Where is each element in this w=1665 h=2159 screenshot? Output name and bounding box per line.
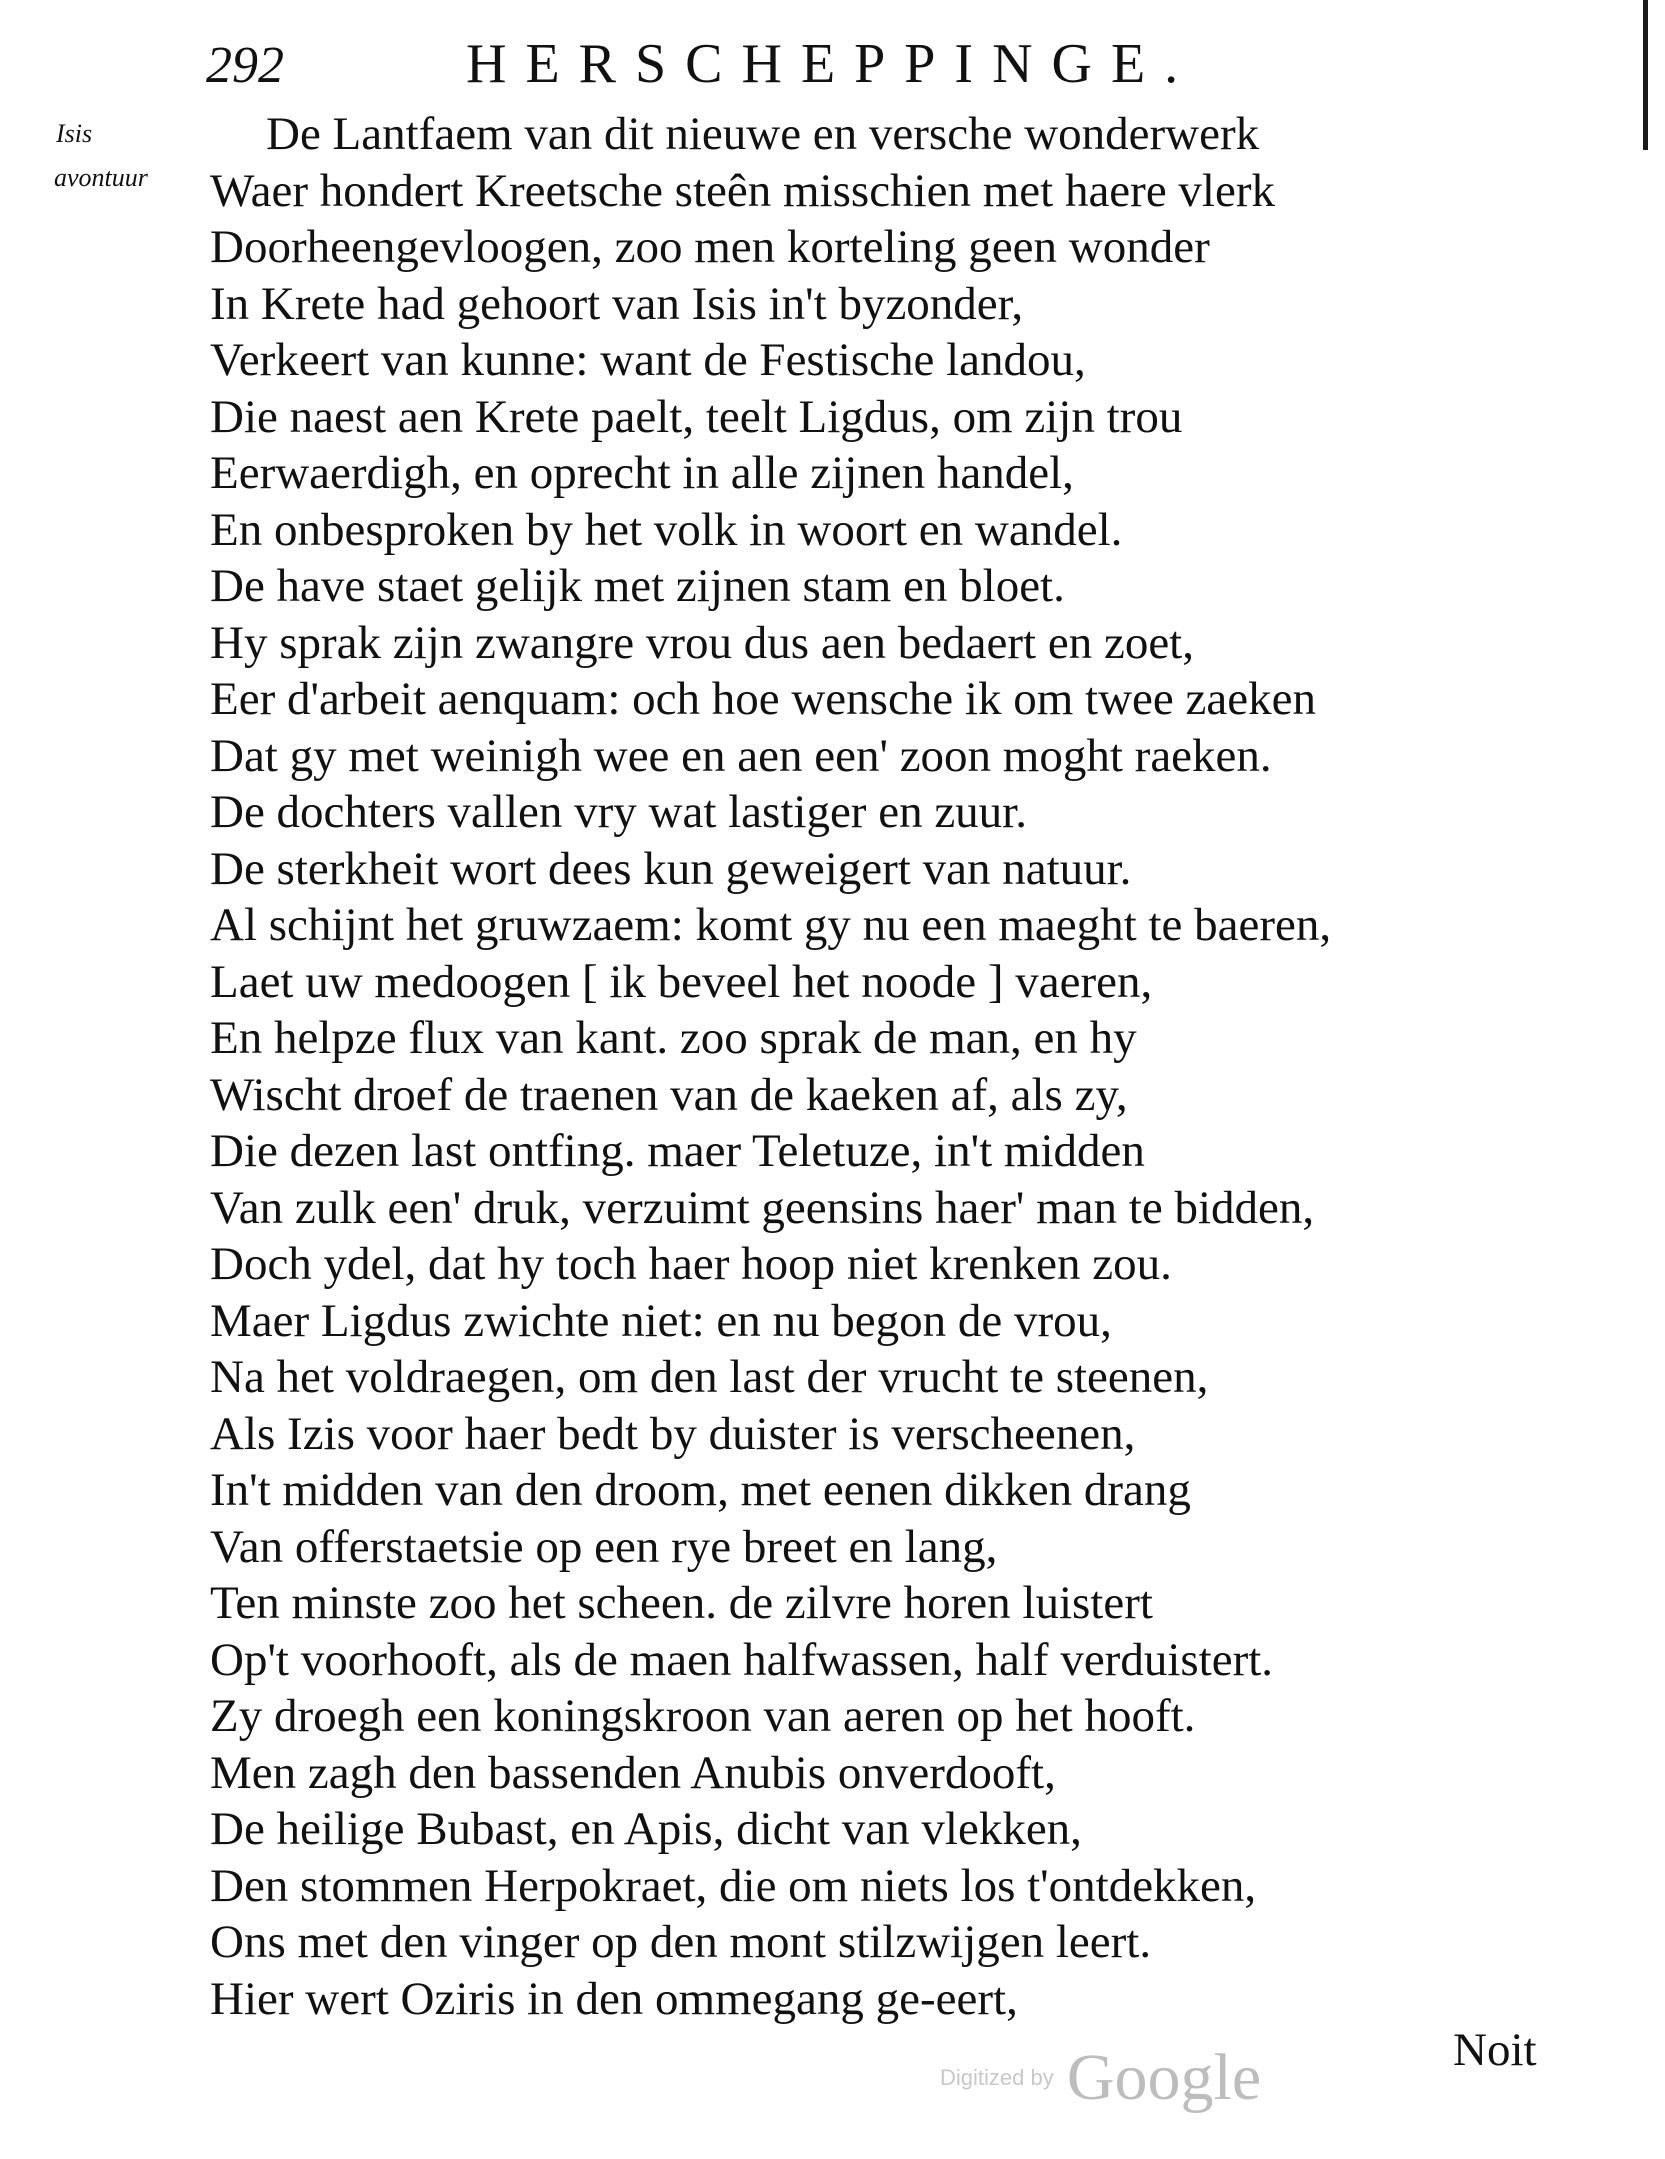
marginal-note	[56, 112, 206, 200]
verse-line: De heilige Bubast, en Apis, dicht van vlekken,	[210, 1803, 1082, 1855]
verse-line: Eerwaerdigh, en oprecht in alle zijnen handel,	[210, 447, 1074, 499]
watermark-logo: Google	[1066, 2041, 1262, 2114]
verse-line: Hier wert Oziris in den ommegang ge-eert,	[210, 1972, 1018, 2025]
verse-line: De Lantfaem van dit nieuwe en versche wonderwerk	[266, 108, 1260, 160]
running-title: HERSCHEPPINGE.	[466, 33, 1198, 95]
marginal-note-line: Isis	[56, 119, 93, 148]
verse-line: Doorheengevloogen, zoo men korteling geen wonder	[210, 221, 1210, 273]
verse-text	[210, 106, 1630, 2027]
verse-line: Als Izis voor haer bedt by duister is verscheenen,	[210, 1407, 1136, 1460]
verse-line: Na het voldraegen, om den last der vrucht te steenen,	[210, 1351, 1209, 1403]
verse-line: Van zulk een' druk, verzuimt geensins haer' man te bidden,	[210, 1181, 1315, 1234]
verse-line: Dat gy met weinigh wee en aen een' zoon moght raeken.	[210, 729, 1272, 782]
verse-line: De have staet gelijk met zijnen stam en bloet.	[210, 560, 1065, 612]
verse-line: Ten minste zoo het scheen. de zilvre horen luistert	[210, 1577, 1153, 1629]
digitization-watermark	[940, 2040, 1261, 2116]
marginal-note-line: avontuur	[54, 163, 148, 192]
verse-line: Op't voorhooft, als de maen halfwassen, half verduistert.	[210, 1633, 1274, 1686]
catchword: Noit	[1453, 2024, 1537, 2076]
verse-line: Zy droegh een koningskroon van aeren op het hooft.	[210, 1690, 1196, 1742]
verse-line: En helpze flux van kant. zoo sprak de man, en hy	[210, 1012, 1137, 1064]
verse-line: Die dezen last ontfing. maer Teletuze, in't midden	[210, 1125, 1145, 1177]
verse-line: In Krete had gehoort van Isis in't byzonder,	[210, 277, 1024, 330]
verse-line: Waer hondert Kreetsche steên misschien met haere vlerk	[210, 164, 1276, 217]
verse-line: Den stommen Herpokraet, die om niets los t'ontdekken,	[210, 1859, 1257, 1912]
page-header	[0, 28, 1665, 108]
verse-line: Verkeert van kunne: want de Festische landou,	[210, 334, 1086, 386]
page-number: 292	[206, 37, 284, 94]
verse-line: Men zagh den bassenden Anubis onverdooft,	[210, 1746, 1056, 1799]
verse-line: Die naest aen Krete paelt, teelt Ligdus, om zijn trou	[210, 390, 1183, 443]
verse-line: Laet uw medoogen [ ik beveel het noode ] vaeren,	[210, 955, 1153, 1008]
watermark-prefix: Digitized by	[940, 2065, 1054, 2090]
verse-line: Wischt droef de traenen van de kaeken af, als zy,	[210, 1068, 1128, 1121]
verse-line: De sterkheit wort dees kun geweigert van natuur.	[210, 842, 1132, 895]
verse-line: Ons met den vinger op den mont stilzwijgen leert.	[210, 1916, 1152, 1968]
verse-line: In't midden van den droom, met eenen dikken drang	[210, 1464, 1191, 1516]
verse-line: Al schijnt het gruwzaem: komt gy nu een maeght te baeren,	[210, 899, 1332, 951]
verse-line: En onbesproken by het volk in woort en wandel.	[210, 503, 1123, 556]
verse-line: Doch ydel, dat hy toch haer hoop niet krenken zou.	[210, 1238, 1172, 1290]
verse-line: Eer d'arbeit aenquam: och hoe wensche ik om twee zaeken	[210, 673, 1316, 725]
verse-line: Van offerstaetsie op een rye breet en lang,	[210, 1520, 998, 1573]
verse-line: Maer Ligdus zwichte niet: en nu begon de vrou,	[210, 1294, 1112, 1347]
verse-line: De dochters vallen vry wat lastiger en zuur.	[210, 786, 1027, 838]
verse-line: Hy sprak zijn zwangre vrou dus aen bedaert en zoet,	[210, 616, 1194, 669]
